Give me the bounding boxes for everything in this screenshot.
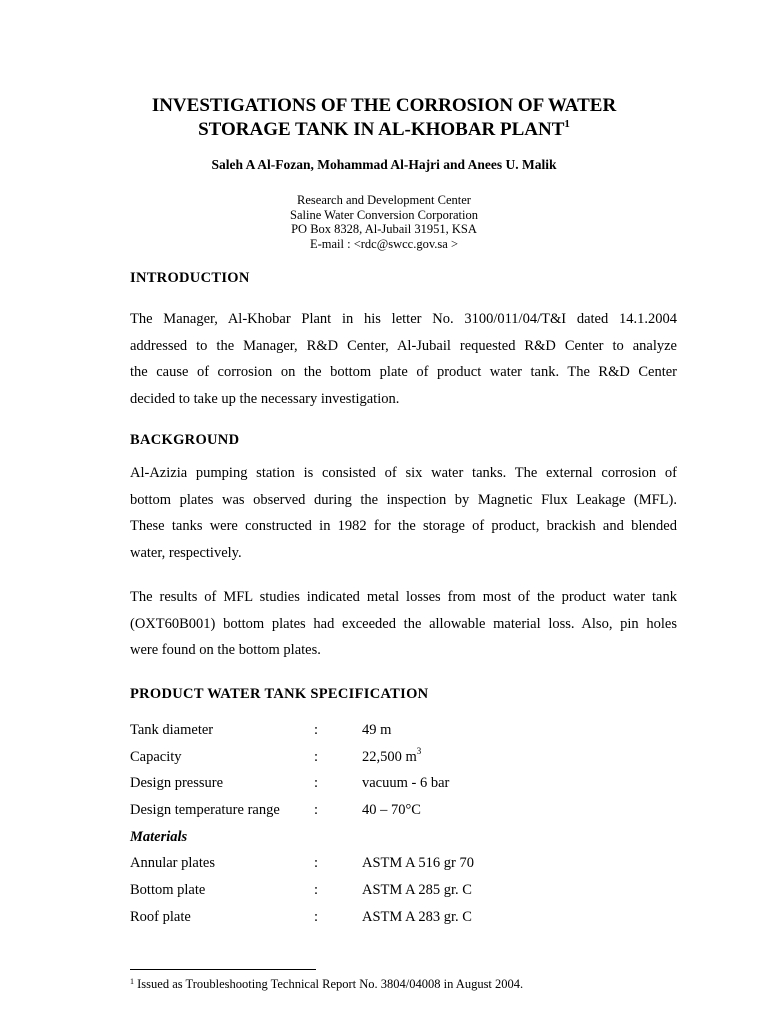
affiliation-line: PO Box 8328, Al-Jubail 31951, KSA	[291, 222, 477, 236]
spec-colon: :	[314, 908, 319, 925]
spec-colon: :	[314, 802, 319, 819]
spec-value: 40 – 70°C	[362, 802, 421, 819]
spec-label: Roof plate	[130, 908, 191, 925]
spec-value: 49 m	[362, 722, 392, 738]
background-paragraph-2	[130, 584, 677, 664]
footnote	[130, 977, 523, 992]
text-line: Al-Azizia pumping station is consisted of six water tanks. The external corrosion of	[130, 465, 677, 481]
spec-colon: :	[314, 722, 319, 738]
spec-row	[130, 722, 690, 749]
spec-row	[130, 775, 690, 802]
background-heading: BACKGROUND	[130, 432, 240, 448]
footnote-divider	[130, 969, 316, 970]
text-line: were found on the bottom plates.	[130, 642, 321, 658]
spec-colon: :	[314, 775, 319, 792]
spec-label: Capacity	[130, 748, 182, 765]
materials-subheading-row	[130, 829, 690, 856]
spec-value: ASTM A 283 gr. C	[362, 908, 472, 925]
spec-label: Design pressure	[130, 775, 224, 792]
introduction-heading: INTRODUCTION	[130, 270, 250, 286]
footnote-text: Issued as Troubleshooting Technical Report No. 3804/04008 in August 2004.	[134, 977, 524, 991]
spec-colon: :	[314, 882, 319, 899]
title-line-2-text: STORAGE TANK IN AL-KHOBAR PLANT	[198, 119, 565, 140]
spec-label: Design temperature range	[130, 802, 280, 819]
affiliation-email: E-mail : <rdc@swcc.gov.sa >	[309, 236, 459, 251]
affiliation-line: Saline Water Conversion Corporation	[290, 207, 478, 222]
title-line-1: INVESTIGATIONS OF THE CORROSION OF WATER	[151, 95, 617, 116]
footnote-mark: 1	[130, 977, 134, 986]
spec-label: Tank diameter	[130, 722, 214, 738]
affiliation-block	[0, 193, 768, 251]
introduction-paragraph	[130, 306, 677, 412]
text-line: (OXT60B001) bottom plates had exceeded the allowable material loss. Also, pin holes	[130, 615, 677, 632]
spec-value: vacuum - 6 bar	[362, 775, 450, 792]
spec-value-superscript: 3	[416, 745, 422, 756]
spec-value: ASTM A 285 gr. C	[362, 882, 472, 899]
text-line: water, respectively.	[130, 544, 242, 561]
spec-row	[130, 745, 690, 776]
author-list: Saleh A Al-Fozan, Mohammad Al-Hajri and Anees U. Malik	[211, 157, 557, 172]
spec-value-text: 22,500 m	[362, 748, 417, 765]
spec-label: Annular plates	[130, 855, 215, 872]
text-line: bottom plates was observed during the inspection by Magnetic Flux Leakage (MFL).	[130, 491, 677, 508]
text-line: the cause of corrosion on the bottom plate of product water tank. The R&D Center	[130, 364, 677, 380]
document-title	[0, 94, 768, 142]
title-line-2	[0, 118, 768, 142]
background-paragraph-1	[130, 460, 677, 566]
text-line: The results of MFL studies indicated metal losses from most of the product water tank	[130, 589, 677, 605]
text-line: decided to take up the necessary investigation.	[130, 390, 400, 407]
spec-row	[130, 882, 690, 909]
spec-label: Bottom plate	[130, 882, 206, 899]
spec-colon: :	[314, 748, 319, 765]
title-footnote-mark: 1	[564, 118, 570, 130]
spec-colon: :	[314, 855, 319, 872]
affiliation-line: Research and Development Center	[297, 193, 471, 207]
spec-value: ASTM A 516 gr 70	[362, 855, 474, 872]
text-line: These tanks were constructed in 1982 for the storage of product, brackish and blended	[130, 518, 677, 534]
materials-subheading: Materials	[130, 828, 188, 845]
text-line: The Manager, Al-Khobar Plant in his letter No. 3100/011/04/T&I dated 14.1.2004	[130, 311, 677, 327]
spec-value	[362, 745, 422, 766]
specification-heading: PRODUCT WATER TANK SPECIFICATION	[130, 686, 429, 702]
spec-row	[130, 802, 690, 829]
spec-row	[130, 909, 690, 936]
text-line: addressed to the Manager, R&D Center, Al-Jubail requested R&D Center to analyze	[130, 337, 677, 354]
spec-row	[130, 855, 690, 882]
specification-table	[130, 722, 690, 936]
